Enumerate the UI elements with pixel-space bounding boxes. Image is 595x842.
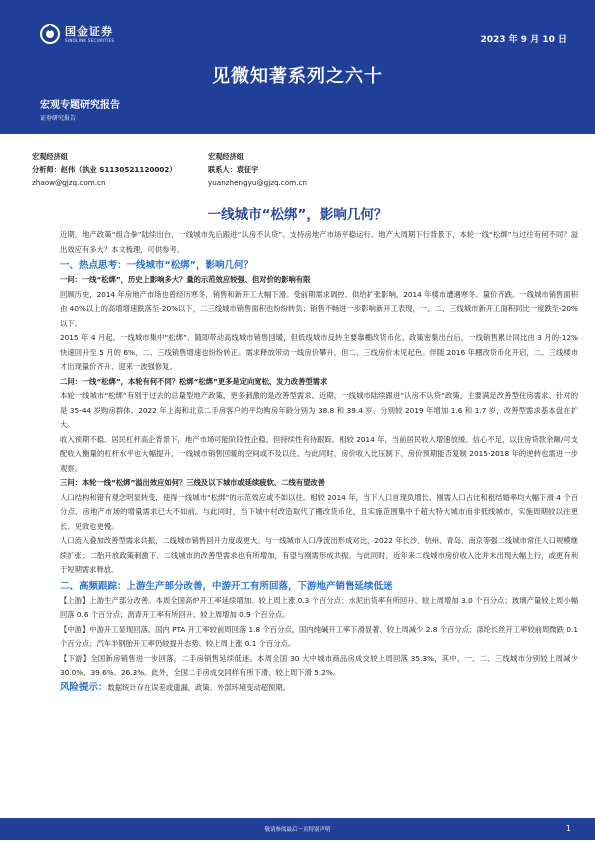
section-2-heading: 二、高频跟踪：上游生产部分改善，中游开工有所回落，下游地产销售延续低迷 (60, 580, 393, 592)
report-subtype: 证券研究报告 (40, 115, 77, 122)
section-2-downstream: 【下游】全国新房销售进一步回落，二手房销售延续低迷。本周全国 30 大中城市商品房成交较上周回落 35.3%，其中，一、二、三线城市分别较上周减少 30.0%、39.6%、26.3%。此外，全国二手房成交同样有所下滑、较上周下滑 5.2%。 (60, 653, 578, 677)
contact-email[interactable]: yuanzhengyu@gjzq.com.cn (208, 178, 307, 187)
company-logo (40, 24, 114, 44)
analyst-name: 分析师：赵伟（执业 S1130521120002） (32, 165, 177, 174)
report-type: 宏观专题研究报告 (40, 100, 120, 111)
contact-name: 联系人：袁征宇 (208, 165, 259, 174)
section-1-paragraph-3: 本轮一线城市“松绑”有别于过去的总量型地产政策，更多刺激的是改善型需求。近期，一线城市陆续跟进“认房不认贷”政策，主要满足改善型住房需求、针对的是 35-44 岁购房群体。2022 年上海和北京二手房客户的平均购房年龄分别为 38.8 和 39.4 岁、分别较 2019 年增加 1.6 和 1.7 岁，改善型需求基本盘在扩大。 (60, 391, 578, 429)
risk-warning (60, 681, 578, 696)
question-2-heading: 二问：一线“松绑”，本轮有何不同？松绑“松绑”更多是定向宽松、发力改善型需求 (60, 376, 328, 386)
section-1-paragraph-5: 人口结构和错有观念明显转变，使得一线城市“松绑”的示范效应或不如以往。相较 2014 年，当下人口首现负增长、刚需人口占比和租结婚率均大幅下滑 4 个百分点，房地产市场的增量需求已大不如前。与此同时，当下城中村改造取代了棚改货币化，且实施范围集中于超大特大城市而非低线城市，实施周期较以往更长、见效也更慢。 (60, 492, 578, 531)
analyst-block-right (208, 150, 307, 189)
report-body (60, 228, 578, 695)
section-2-midstream: 【中游】中游开工显现回落。国内 PTA 开工率较前周回落 1.8 个百分点，国内纯碱开工率下滑显著、较上周减少 2.8 个百分点；涤纶长丝开工率较前周微跌 0.1 个百分点；汽车半钢胎开工率仍较提升态势、较上周上涨 0.1 个百分点。 (60, 624, 578, 648)
sinolink-logo-icon (40, 24, 60, 44)
logo-cn-text: 国金证券 (65, 24, 113, 38)
risk-text: 数据统计存在误差或遗漏，政策、外部环境变动超预期。 (107, 682, 290, 692)
series-title: 见微知著系列之六十 (212, 66, 383, 87)
page-number: 1 (565, 824, 571, 833)
question-1-heading: 一问：一线“松绑”，历史上影响多大？量的示范效应较强、但对价的影响有限 (60, 275, 311, 284)
report-date: 2023 年 9 月 10 日 (480, 35, 567, 45)
report-header-banner (0, 0, 595, 134)
footer-disclaimer: 敬请参阅最后一页特别声明 (264, 827, 331, 833)
section-1-paragraph-6: 人口流入叠加改善型需求共振，二线城市销售回升力度或更大。与一线城市人口净流出形成对比，2022 年长沙、杭州、青岛、南京等强二线城市常住人口规模继续扩张；二胎开放政策刺激下、二线城市的改善型需求也有所增加，有望与刚需形成共振。与此同时，近年来二线城市房价收入比并未出现大幅上行，或更有利于短期需求释放。 (60, 536, 578, 574)
section-1-heading: 一、热点思考：一线城市“松绑”，影响几何？ (60, 260, 253, 271)
intro-paragraph: 近期，地产政策“组合拳”陆续出台，一线城市先后跟进“认房不认贷”、支持房地产市场平稳运行。地产大周期下行背景下，本轮一线“松绑”与过往有何不同？溢出效应有多大？本文梳理，可供参考。 (60, 230, 578, 254)
section-1-paragraph-1: 回顾历史，2014 年房地产市场也曾经历寒冬，销售和新开工大幅下滑。受前期需求调控、供给扩张影响，2014 年楼市遭遇寒冬、量价齐跌。一线城市销售面积由 40%以上的高增增速跌落至-20%以下，二三线城市销售面积也纷纷转负；销售不畅进一步影响新开工表现，一、二、三线城市新开工面积同比一度跌至-20%以下。 (60, 289, 578, 328)
analyst-block-left (32, 150, 177, 189)
main-title: 一线城市“松绑”，影响几何？ (207, 207, 388, 223)
contact-group: 宏观经济组 (208, 152, 244, 161)
section-2-upstream: 【上游】上游生产部分改善。本周全国高炉开工率延续增加、较上周上涨 0.3 个百分点；水泥出货率有所回升、较上周增加 3.0 个百分点；玻璃产量较上周小幅回落 0.6 个百分点；沥青开工率有所回升、较上周增加 0.9 个百分点。 (60, 595, 578, 619)
section-1-paragraph-4: 收入预期不稳、居民杠杆高企背景下，地产市场可能阶段性企稳、但持续性有待跟踪。相较 2014 年，当前居民收入增速放缓、信心不足，以住房贷款余额/可支配收入衡量的杠杆水平也大幅提升，一线城市销售回暖的空间或不及以往。与此同时，房价收入比压制下、房价预期能否复制 2015-2018 年的逆转也需进一步观察。 (60, 434, 578, 473)
question-3-heading: 三问：本轮一线“松绑”溢出效应如何？三线及以下城市或延续疲软、二线有望改善 (60, 478, 325, 487)
analyst-email[interactable]: zhaow@gjzq.com.cn (32, 178, 106, 187)
analyst-group: 宏观经济组 (32, 152, 68, 161)
section-1-paragraph-2: 2015 年 4 月起，一线城市集中“松绑”、随即带动高线城市销售回暖，但低线城市反转主要靠棚改货币化。政策密集出台后，一线销售累计同比由 3 月的-12%快速回升至 5 月的 6%，二、三线销售增速也纷纷转正。需求释放带动一线房价攀升，但二、三线房价未见起色。伴随 2016 年棚改货币化开启，二、三线楼市才出现量价齐升、迎来一波强修复。 (60, 333, 578, 371)
logo-en-text: SINOLINK SECURITIES (65, 37, 115, 43)
risk-label: 风险提示： (60, 681, 108, 693)
